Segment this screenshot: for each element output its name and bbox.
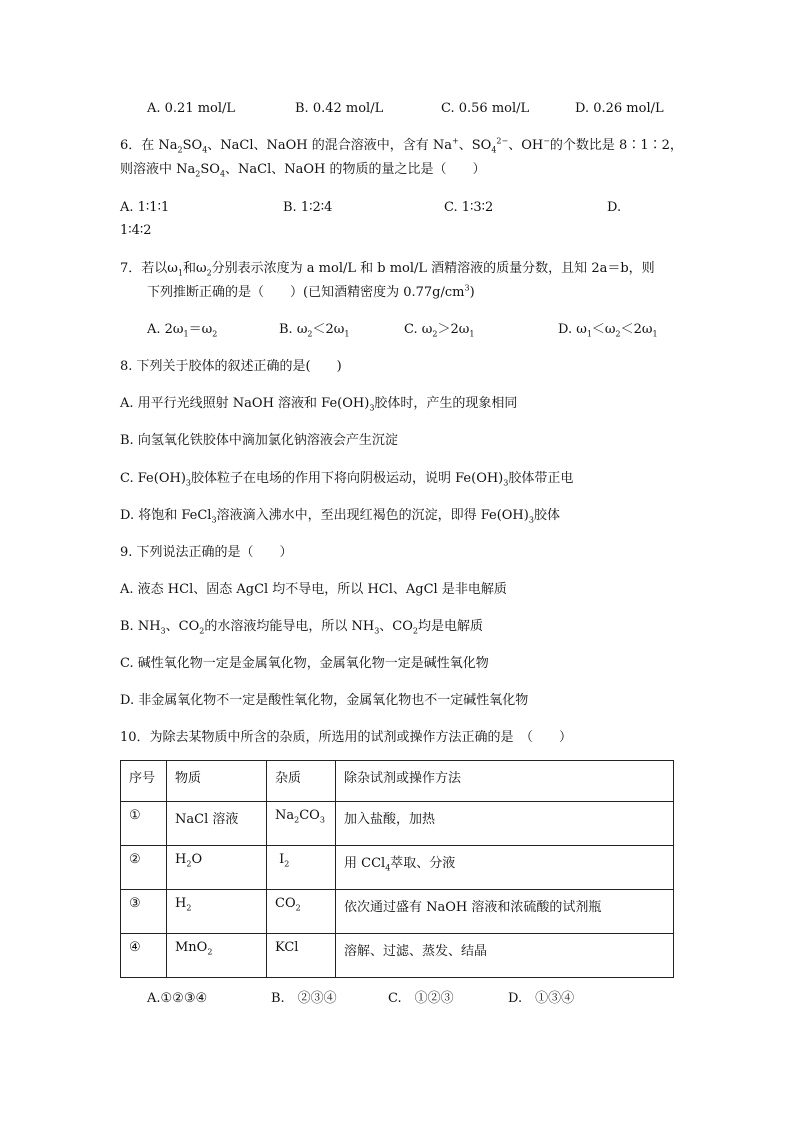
q7-stem-line2: 下列推断正确的是（ ）(已知酒精密度为 $0.77g/cm^3$)	[147, 283, 475, 300]
cell-substance: NaCl 溶液	[167, 802, 267, 846]
q5-option-d: D. 0.26 mol/L	[575, 101, 664, 116]
header-method: 除杂试剂或操作方法	[336, 761, 674, 802]
q9-stem: 9. 下列说法正确的是（ ）	[120, 545, 293, 560]
q8-option-c: C. $Fe(OH)_3$胶体粒子在电场的作用下将向阴极运动，说明 $Fe(OH)_3$胶体带正电	[120, 471, 574, 488]
cell-index: ④	[121, 934, 167, 978]
q5-option-a: A. 0.21 mol/L	[147, 101, 236, 116]
cell-substance: $H_2$	[167, 890, 267, 934]
q6-stem-line2: 则溶液中 $Na_2SO_4$、NaCl、NaOH 的物质的量之比是（ ）	[120, 162, 486, 179]
q6-option-d: D.	[607, 200, 622, 215]
cell-substance: MnO$_2$	[167, 934, 267, 978]
q7-option-a: A. $2\omega_1=\omega_2$	[147, 322, 218, 339]
q8-option-b: B. 向氢氧化铁胶体中滴加氯化钠溶液会产生沉淀	[120, 433, 398, 448]
cell-method: 溶解、过滤、蒸发、结晶	[336, 934, 674, 978]
cell-index: ②	[121, 846, 167, 890]
q6-option-b: B. 1∶2∶4	[283, 200, 333, 215]
q6-stem-line1: 6．在 $Na_2SO_4$、NaCl、NaOH 的混合溶液中，含有 Na+、$SO_4^{2-}$、OH−的个数比是 8∶1∶2，	[120, 136, 683, 155]
cell-index: ①	[121, 802, 167, 846]
cell-impurity: $CO_2$	[267, 890, 336, 934]
table-row	[121, 761, 674, 802]
cell-index: ③	[121, 890, 167, 934]
q6-option-a: A. 1∶1∶1	[120, 200, 170, 215]
q9-option-c: C. 碱性氧化物一定是金属氧化物，金属氧化物一定是碱性氧化物	[120, 656, 489, 671]
cell-method: 依次通过盛有 NaOH 溶液和浓硫酸的试剂瓶	[336, 890, 674, 934]
q7-stem-line1: 7．若以$\omega_1$和$\omega_2$分别表示浓度为 a mol/L 和 b mol/L 酒精溶液的质量分数，且知 2a＝b，则	[120, 261, 655, 278]
q7-option-c: C. $\omega_2>2\omega_1$	[404, 322, 475, 339]
q8-option-d: D. 将饱和 FeCl$_3$溶液滴入沸水中，至出现红褐色的沉淀，即得 $Fe(OH)_3$胶体	[120, 508, 560, 525]
q10-option-c: C. ①②③	[388, 991, 454, 1006]
q10-option-a: A.①②③④	[147, 991, 208, 1006]
q6-option-c: C. 1∶3∶2	[444, 200, 494, 215]
table-row	[121, 802, 674, 846]
cell-method: 用 CCl$_4$萃取、分液	[336, 846, 674, 890]
q9-option-d: D. 非金属氧化物不一定是酸性氧化物，金属氧化物也不一定碱性氧化物	[120, 693, 529, 708]
header-impurity: 杂质	[267, 761, 336, 802]
q9-option-b: B. $NH_3$、$CO_2$的水溶液均能导电，所以 $NH_3$、$CO_2$均是电解质	[120, 619, 483, 636]
header-index: 序号	[121, 761, 167, 802]
q8-option-a: A. 用平行光线照射 NaOH 溶液和 $Fe(OH)_3$胶体时，产生的现象相同	[120, 396, 518, 413]
header-substance: 物质	[167, 761, 267, 802]
cell-impurity: $I_2$	[267, 846, 336, 890]
cell-method: 加入盐酸，加热	[336, 802, 674, 846]
q6-option-d-value: 1∶4∶2	[120, 223, 152, 238]
q7-option-d: D. $\omega_1<\omega_2<2\omega_1$	[558, 322, 658, 339]
q5-option-c: C. 0.56 mol/L	[441, 101, 530, 116]
q10-table	[120, 760, 674, 978]
q10-option-b: B. ②③④	[271, 991, 337, 1006]
cell-impurity: $Na_2CO_3$	[267, 802, 336, 846]
q8-stem: 8. 下列关于胶体的叙述正确的是( )	[120, 359, 342, 374]
table-row	[121, 890, 674, 934]
cell-impurity: KCl	[267, 934, 336, 978]
q7-option-b: B. $\omega_2<2\omega_1$	[279, 322, 350, 339]
table-row	[121, 846, 674, 890]
q10-stem: 10．为除去某物质中所含的杂质，所选用的试剂或操作方法正确的是 （ ）	[120, 730, 573, 745]
q5-option-b: B. 0.42 mol/L	[295, 101, 384, 116]
q9-option-a: A. 液态 HCl、固态 AgCl 均不导电，所以 HCl、AgCl 是非电解质	[120, 582, 507, 597]
q10-option-d: D. ①③④	[508, 991, 575, 1006]
cell-substance: $H_2O$	[167, 846, 267, 890]
table-row	[121, 934, 674, 978]
